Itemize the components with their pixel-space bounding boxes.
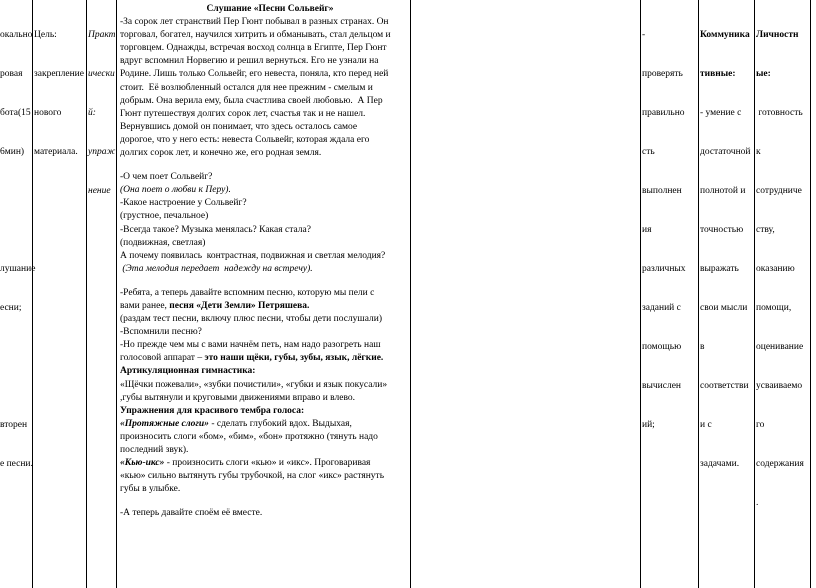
communicative-line: - умение с xyxy=(700,108,742,118)
stage-line xyxy=(0,341,31,354)
communicative-line: и с xyxy=(700,420,712,430)
exercise-line: последний звук). xyxy=(120,445,189,455)
regulatory-line: правильно xyxy=(642,108,685,118)
goal-line: материала. xyxy=(34,147,78,157)
exercise-text: - сделать глубокий вдох. Выдыхая, xyxy=(208,418,352,429)
question: -Всегда такое? Музыка менялась? Какая стала? xyxy=(120,224,311,235)
personal-line: ству, xyxy=(756,225,775,235)
table-border xyxy=(698,0,699,588)
goal-line: нового xyxy=(34,108,62,118)
stage-line: есни; xyxy=(0,303,22,313)
stage-line: бота(15 xyxy=(0,108,31,118)
personal-line: оказанию xyxy=(756,264,795,274)
exercise-line: произносить слоги «бом», «бим», «бон» протяжно (тянуть надо xyxy=(120,431,378,442)
personal-line: готовность xyxy=(756,108,803,118)
stage-column xyxy=(0,3,36,497)
stage-line: окально xyxy=(0,30,33,40)
communicative-line: достаточной xyxy=(700,147,751,157)
communicative-line: выражать xyxy=(700,264,739,274)
exercise-name: «Протяжные слоги» xyxy=(120,418,209,429)
personal-heading: Личностн xyxy=(756,30,799,40)
story-line: торговал, богател, научился хитрить и обманывать, стал дельцом и xyxy=(120,30,391,41)
regulatory-line: сть xyxy=(642,147,655,157)
exercise-text: - произносить слоги «кью» и «икс». Проговаривая xyxy=(164,458,371,469)
instruction-line: -Ребята, а теперь давайте вспомним песню, которую мы пели с xyxy=(120,287,375,298)
personal-column xyxy=(756,3,810,536)
method-line: упраж xyxy=(88,147,116,157)
goal-line: закрепление xyxy=(34,69,84,79)
gymnastics-heading: Артикуляционная гимнастика: xyxy=(120,366,256,377)
timbre-heading: Упражнения для красивого тембра голоса: xyxy=(120,405,305,416)
stage-line: 6мин) xyxy=(0,147,25,157)
answer: (грустное, печальное) xyxy=(120,211,209,222)
stage-line xyxy=(0,380,31,393)
communicative-column xyxy=(700,3,753,497)
stage-line: вторен xyxy=(0,420,28,430)
story-line: торговцем. Однажды, встречая восход солнца в Египте, Пер Гюнт xyxy=(120,43,387,54)
stage-line xyxy=(0,224,31,237)
method-line: й: xyxy=(88,108,96,118)
instruction-line xyxy=(120,352,410,365)
gymnastics-line: ,губы вытянули и круговыми движениями вправо и влево. xyxy=(120,392,356,403)
communicative-line: полнотой и xyxy=(700,186,746,196)
exercise-name: «Кью-икс» xyxy=(120,458,165,469)
answer: (подвижная, светлая) xyxy=(120,237,206,248)
communicative-line: задачами. xyxy=(700,459,740,469)
method-column xyxy=(88,3,115,224)
story-line: долгих сорок лет, и конечно же, его родная земля. xyxy=(120,148,322,159)
regulatory-line: проверять xyxy=(642,69,683,79)
regulatory-line: вычислен xyxy=(642,381,681,391)
personal-line: го xyxy=(756,420,765,430)
table-border xyxy=(640,0,641,588)
goal-line: Цель: xyxy=(34,30,57,40)
stage-line: е песни. xyxy=(0,459,33,469)
exercise-line: губы в улыбке. xyxy=(120,484,181,495)
stage-line: ровая xyxy=(0,69,23,79)
story-line: стоит. Её возлюбленный остался для нее прежним - смелым и xyxy=(120,82,373,93)
method-line: нение xyxy=(88,186,111,196)
personal-line: к xyxy=(756,147,761,157)
communicative-heading: тивные: xyxy=(700,69,736,79)
regulatory-line: заданий с xyxy=(642,303,681,313)
goal-column xyxy=(34,3,85,185)
personal-line: содержания xyxy=(756,459,804,469)
instruction-line: (раздам тест песни, включу плюс песни, чтобы дети послушали) xyxy=(120,314,383,325)
section-title: Слушание «Песни Сольвейг» xyxy=(206,4,334,14)
question: -О чем поет Сольвейг? xyxy=(120,172,213,183)
communicative-heading: Коммуника xyxy=(700,30,750,40)
exercise-line xyxy=(120,418,410,431)
teacher-activity-column xyxy=(120,3,410,520)
instruction-line: -Вспомнили песню? xyxy=(120,327,202,338)
communicative-line: в xyxy=(700,342,705,352)
regulatory-line: выполнен xyxy=(642,186,682,196)
story-line: Вернувшись домой он понимает, что здесь осталось самое xyxy=(120,121,358,132)
table-border xyxy=(810,0,811,588)
story-line: добрым. Она верила ему, была счастлива своей любовью. А Пер xyxy=(120,95,383,106)
answer: (Эта мелодия передает надежду на встречу). xyxy=(120,263,313,274)
personal-line: оценивание xyxy=(756,342,804,352)
regulatory-line: помощью xyxy=(642,342,682,352)
stage-line xyxy=(0,185,31,198)
story-line: вдруг вспомнил Норвегию и решил вернуться. Его не узнали на xyxy=(120,56,379,67)
story-line: Гюнт путешествуя долгих сорок лет, счастья так и не нашел. xyxy=(120,108,366,119)
table-border xyxy=(116,0,117,588)
instruction-text: вами ранее, xyxy=(120,300,170,311)
personal-line: усваиваемо xyxy=(756,381,803,391)
stage-line: лушание xyxy=(0,264,36,274)
exercise-line xyxy=(120,457,410,470)
personal-line: сотрудниче xyxy=(756,186,802,196)
regulatory-line: ий; xyxy=(642,420,655,430)
personal-line: . xyxy=(756,498,759,508)
regulatory-line: ия xyxy=(642,225,652,235)
voice-apparatus-list: это наши щёки, губы, зубы, язык, лёгкие. xyxy=(204,353,384,364)
question: А почему появилась контрастная, подвижная и светлая мелодия? xyxy=(120,250,386,261)
story-line: дорогое, что у него есть: невеста Сольвейг, которая ждала его xyxy=(120,134,370,145)
personal-line: помощи, xyxy=(756,303,792,313)
final-instruction: -А теперь давайте споём её вместе. xyxy=(120,508,263,519)
personal-heading: ые: xyxy=(756,69,771,79)
song-title: песня «Дети Земли» Петряшева. xyxy=(169,300,310,311)
instruction-line xyxy=(120,300,410,313)
story-line: -За сорок лет странствий Пер Гюнт побывал в разных странах. Он xyxy=(120,17,389,28)
question: -Какое настроение у Сольвейг? xyxy=(120,198,247,209)
communicative-line: соответстви xyxy=(700,381,749,391)
instruction-text: голосовой аппарат – xyxy=(120,353,205,364)
table-border xyxy=(410,0,411,588)
table-border xyxy=(32,0,33,588)
regulatory-line: - xyxy=(642,30,646,40)
communicative-line: свои мысли xyxy=(700,303,748,313)
communicative-line: точностью xyxy=(700,225,744,235)
exercise-line: «кью» сильно вытянуть губы трубочкой, на слог «икс» растянуть xyxy=(120,471,385,482)
gymnastics-line: «Щёчки пожевали», «зубки почистили», «губки и язык покусали» xyxy=(120,379,388,390)
table-border xyxy=(86,0,87,588)
regulatory-column xyxy=(642,3,697,458)
table-border xyxy=(754,0,755,588)
story-line: Родине. Лишь только Сольвейг, его невеста, поняла, кто перед ней xyxy=(120,69,389,80)
answer: (Она поет о любви к Перу). xyxy=(120,185,231,196)
method-line: Практ xyxy=(88,30,116,40)
regulatory-line: различных xyxy=(642,264,686,274)
instruction-line: -Но прежде чем мы с вами начнём петь, нам надо разогреть наш xyxy=(120,340,381,351)
method-line: ически xyxy=(88,69,115,79)
